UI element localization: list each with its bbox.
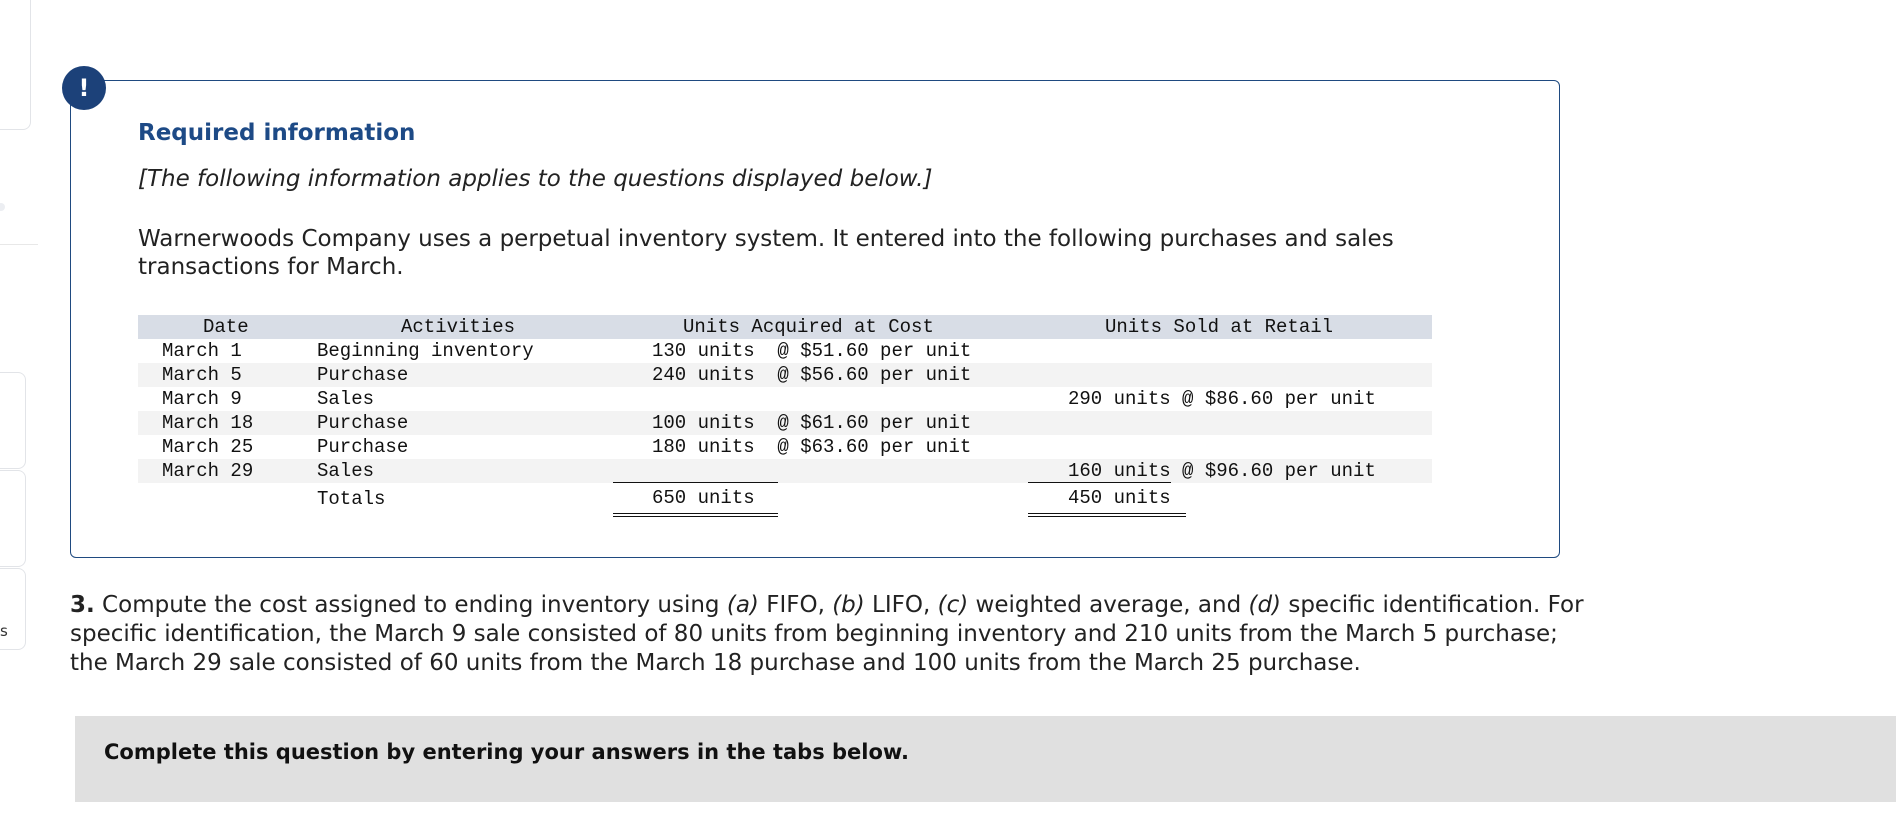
instructions-text: Complete this question by entering your answers in the tabs below.	[104, 740, 909, 764]
table-row	[138, 339, 1432, 363]
row-date: March 5	[162, 364, 242, 386]
totals-acquired-value: 650 units	[652, 487, 755, 509]
question-text	[70, 591, 1600, 678]
row-sold	[1028, 459, 1376, 483]
sidebar-dot	[0, 203, 5, 211]
question-part: FIFO,	[758, 592, 833, 618]
required-info-subtitle: [The following information applies to the questions displayed below.]	[138, 166, 933, 192]
totals-acquired	[613, 483, 778, 517]
question-label-c: (c)	[937, 592, 969, 618]
row-activity: Beginning inventory	[317, 340, 534, 362]
question-part: LIFO,	[864, 592, 938, 618]
table-header-row	[138, 315, 1432, 339]
header-units-acquired: Units Acquired at Cost	[683, 316, 934, 338]
sidebar-clipped-text: s	[0, 622, 8, 640]
required-info-text: Warnerwoods Company uses a perpetual inventory system. It entered into the following purchases and sales transactions for March.	[138, 226, 1394, 280]
row-acquired: 180 units @ $63.60 per unit	[652, 436, 972, 458]
sidebar-divider	[0, 244, 38, 245]
header-activities: Activities	[401, 316, 516, 338]
sold-price: @ $96.60 per unit	[1170, 460, 1376, 482]
row-activity: Purchase	[317, 364, 409, 386]
table-row	[138, 411, 1432, 435]
question-part: weighted average, and	[968, 592, 1249, 618]
question-label-d: (d)	[1248, 592, 1282, 618]
row-acquired: 240 units @ $56.60 per unit	[652, 364, 972, 386]
question-number: 3.	[70, 592, 95, 618]
totals-sold	[1028, 483, 1186, 517]
row-acquired: 100 units @ $61.60 per unit	[652, 412, 972, 434]
sold-units-underlined: 160 units	[1028, 460, 1171, 483]
alert-icon: !	[62, 66, 106, 110]
table-row	[138, 459, 1432, 483]
row-date: March 25	[162, 436, 254, 458]
row-activity: Purchase	[317, 412, 409, 434]
row-date: March 9	[162, 388, 242, 410]
sidebar-card-lower	[0, 470, 26, 567]
table-row	[138, 363, 1432, 387]
required-info-title: Required information	[138, 120, 416, 146]
totals-row	[138, 483, 1432, 515]
question-part: specific identification. For specific identification, the March 9 sale consisted of 80 units from beginning inventory and 210 units from the March 5 purchase; the March 29 sale consisted of 60 units from the March 18 purchase and 100 units from the March 25 purchase.	[70, 592, 1584, 676]
table-row	[138, 387, 1432, 411]
acquired-underline	[613, 459, 778, 483]
row-activity: Purchase	[317, 436, 409, 458]
row-acquired: 130 units @ $51.60 per unit	[652, 340, 972, 362]
row-activity: Sales	[317, 388, 375, 410]
header-date: Date	[203, 316, 249, 338]
sidebar-card-middle	[0, 372, 26, 469]
row-date: March 18	[162, 412, 254, 434]
row-date: March 29	[162, 460, 254, 482]
inventory-table	[138, 315, 1432, 515]
row-activity: Sales	[317, 460, 375, 482]
question-label-b: (b)	[832, 592, 865, 618]
totals-sold-value: 450 units	[1068, 487, 1171, 509]
question-part: Compute the cost assigned to ending inventory using	[94, 592, 727, 618]
header-units-sold: Units Sold at Retail	[1105, 316, 1334, 338]
sidebar-card-top	[0, 0, 31, 130]
question-label-a: (a)	[726, 592, 759, 618]
row-date: March 1	[162, 340, 242, 362]
totals-label: Totals	[317, 488, 386, 510]
row-sold: 290 units @ $86.60 per unit	[1068, 388, 1376, 410]
table-row	[138, 435, 1432, 459]
